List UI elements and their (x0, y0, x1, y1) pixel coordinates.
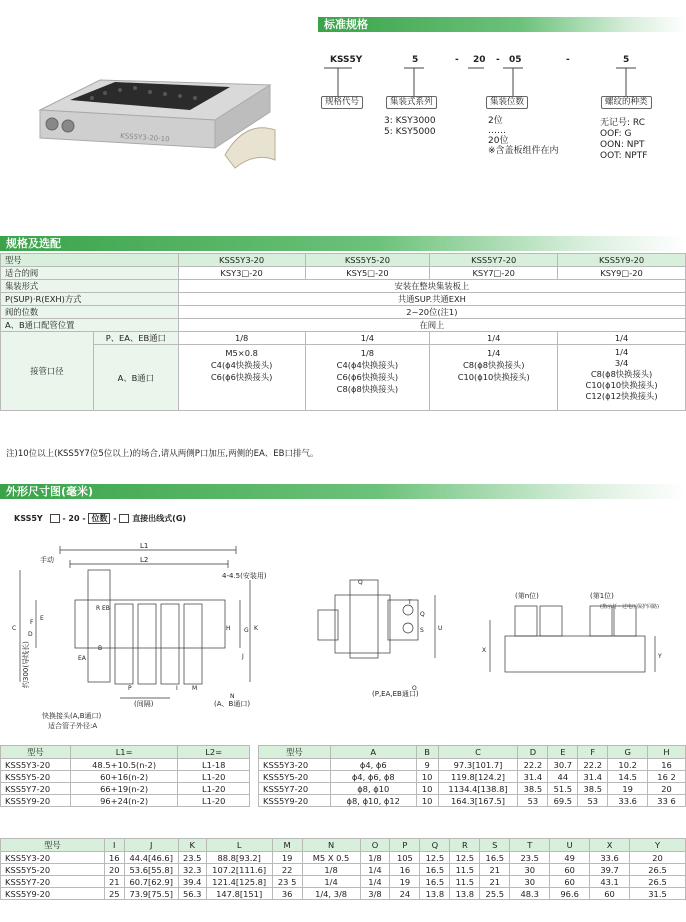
svg-text:D: D (28, 631, 33, 638)
table-note: 注)10位以上(KSS5Y7位5位以上)的场合,请从两侧P口加压,两侧的EA、EB口排气。 (6, 449, 319, 459)
label-holes: 4-4.5(安装用) (222, 572, 267, 580)
code-stations: 20 (473, 55, 486, 65)
code-prefix: KSS5Y (330, 55, 363, 65)
svg-text:H: H (226, 625, 231, 632)
svg-text:G: G (244, 627, 249, 634)
svg-text:J: J (242, 653, 244, 660)
svg-text:E: E (40, 615, 44, 622)
table-row: KSS5Y5-20 ϕ4, ϕ6, ϕ8 10 119.8[124.2] 31.4 44 31.4 14.5 16 2 (259, 771, 686, 783)
dims-header: 外形尺寸图(毫米) (0, 484, 686, 499)
label-pea: (P,EA,EB通口) (372, 690, 419, 698)
label-tube: 适合管子外径:A (48, 722, 98, 730)
label-hand: 手动 (40, 556, 54, 564)
code-dash-3: - (566, 55, 570, 65)
thread-options: 无记号: RC OOF: G OON: NPT OOT: NPTF (600, 118, 648, 161)
svg-text:P: P (128, 685, 132, 692)
product-model-text: KSS5Y3-20-10 (119, 132, 170, 144)
table-row: KSS5Y9-20 25 73.9[75.5] 56.3 147.8[151] 36 1/4, 3/8 3/8 24 13.8 13.8 25.5 48.3 96.6 60 31.5 (1, 888, 686, 900)
dim-code: KSS5Y - 20 - 位数 - 直接出线式(G) (14, 514, 187, 523)
label-pitch: (间隔) (134, 700, 154, 708)
dim-table-I-Y (0, 838, 686, 900)
svg-text:EA: EA (78, 655, 86, 662)
label-lead: 约300(导线长) (22, 641, 30, 688)
table-row: KSS5Y5-20 20 53.6[55.8] 32.3 107.2[111.6] 22 1/8 1/4 16 16.5 11.5 21 30 60 39.7 26.5 (1, 864, 686, 876)
table-row: KSS5Y7-20 66+19(n-2) L1-20 (1, 783, 250, 795)
svg-text:EB: EB (102, 605, 110, 612)
svg-text:R: R (96, 605, 101, 612)
table-row: 接管口径 P、EA、EB通口 1/8 1/4 1/4 1/4 (1, 332, 686, 345)
table-row: 型号 I J K L M N O P Q R S T U X Y (1, 839, 686, 852)
svg-text:K: K (254, 625, 258, 632)
label-L2: L2 (140, 556, 149, 564)
label-ab-port: (A、B通口) (214, 700, 251, 708)
table-row: 型号 KSS5Y3-20 KSS5Y5-20 KSS5Y7-20 KSS5Y9-20 (1, 254, 686, 267)
svg-text:Y: Y (658, 653, 662, 660)
series-options: 3: KSY3000 5: KSY5000 (384, 116, 436, 137)
label-L1: L1 (140, 542, 149, 550)
svg-text:Q: Q (420, 611, 425, 618)
spec-header: 标准规格 (318, 17, 686, 32)
label-series: 集装式系列 (386, 96, 437, 109)
svg-text:I: I (176, 685, 178, 692)
svg-text:C: C (12, 625, 17, 632)
code-series: 5 (412, 55, 419, 65)
svg-text:F: F (30, 619, 34, 626)
table-row: A、B通口配管位置 在阀上 (1, 319, 686, 332)
table-row: A、B通口 M5×0.8 C4(ϕ4快换接头) C6(ϕ6快换接头) 1/8 C4(ϕ4快换接头) C6(ϕ6快换接头) C8(ϕ8快换接头) 1/4 C8(ϕ8快换接头) C10(ϕ10快换接头) 1/4 3/4 C8(ϕ8快换接头) C10(ϕ10快换接头) C12(ϕ12快换接头) (1, 345, 686, 411)
code-count: 05 (509, 55, 522, 65)
table-row: P(SUP)·R(EXH)方式 共通SUP.共通EXH (1, 293, 686, 306)
label-model-code: 规格代号 (321, 96, 363, 109)
table-row: KSS5Y3-20 48.5+10.5(n-2) L1-18 (1, 759, 250, 771)
select-header: 规格及选配 (0, 236, 686, 251)
label-station-count: 集装位数 (486, 96, 528, 109)
label-nth: (第n位) (515, 592, 539, 600)
label-first: (第1位) (590, 592, 614, 600)
svg-text:X: X (482, 647, 487, 654)
table-row: 集装形式 安装在整块集装板上 (1, 280, 686, 293)
svg-text:O: O (412, 685, 417, 692)
dim-table-L (0, 745, 250, 807)
station-options: 2位 …… 20位 ※含盖板组件在内 (488, 116, 559, 156)
svg-text:S: S (420, 627, 424, 634)
spec-selection-table (0, 253, 686, 411)
table-row: KSS5Y7-20 21 60.7[62.9] 39.4 121.4[125.8] 23 5 1/4 1/4 19 16.5 11.5 21 30 60 43.1 26.5 (1, 876, 686, 888)
svg-text:T: T (408, 599, 412, 606)
table-row: KSS5Y7-20 ϕ8, ϕ10 10 1134.4[138.8] 38.5 51.5 38.5 19 20 (259, 783, 686, 795)
dimension-drawings (0, 540, 686, 740)
svg-text:M: M (192, 685, 198, 692)
svg-text:N: N (230, 693, 235, 700)
svg-text:B: B (98, 645, 103, 652)
order-code (318, 44, 668, 194)
table-row: 阀的位数 2~20位(注1) (1, 306, 686, 319)
manifold-product-image (30, 60, 280, 170)
code-thread: 5 (623, 55, 630, 65)
table-row: 适合的阀 KSY3□-20 KSY5□-20 KSY7□-20 KSY9□-20 (1, 267, 686, 280)
table-row: KSS5Y3-20 16 44.4[46.6] 23.5 88.8[93.2] 19 M5 X 0.5 1/8 105 12.5 12.5 16.5 23.5 49 33.6 20 (1, 852, 686, 864)
svg-text:U: U (438, 625, 443, 632)
code-dash-2: - (496, 55, 500, 65)
dim-table-A-H (258, 745, 686, 807)
table-row: KSS5Y9-20 96+24(n-2) L1-20 (1, 795, 250, 807)
label-fitting: 快换接头(A,B通口) (42, 712, 102, 720)
svg-text:Q: Q (358, 579, 363, 586)
label-indicator: (指示灯・过电压保护回路) (600, 604, 659, 610)
table-row: KSS5Y9-20 ϕ8, ϕ10, ϕ12 10 164.3[167.5] 53 69.5 53 33.6 33 6 (259, 795, 686, 807)
table-row: KSS5Y5-20 60+16(n-2) L1-20 (1, 771, 250, 783)
table-row: 型号 L1= L2= (1, 746, 250, 759)
code-dash-1: - (455, 55, 459, 65)
table-row: KSS5Y3-20 ϕ4, ϕ6 9 97.3[101.7] 22.2 30.7 22.2 10.2 16 (259, 759, 686, 771)
label-thread-type: 螺纹的种类 (601, 96, 652, 109)
table-row: 型号 A B C D E F G H (259, 746, 686, 759)
